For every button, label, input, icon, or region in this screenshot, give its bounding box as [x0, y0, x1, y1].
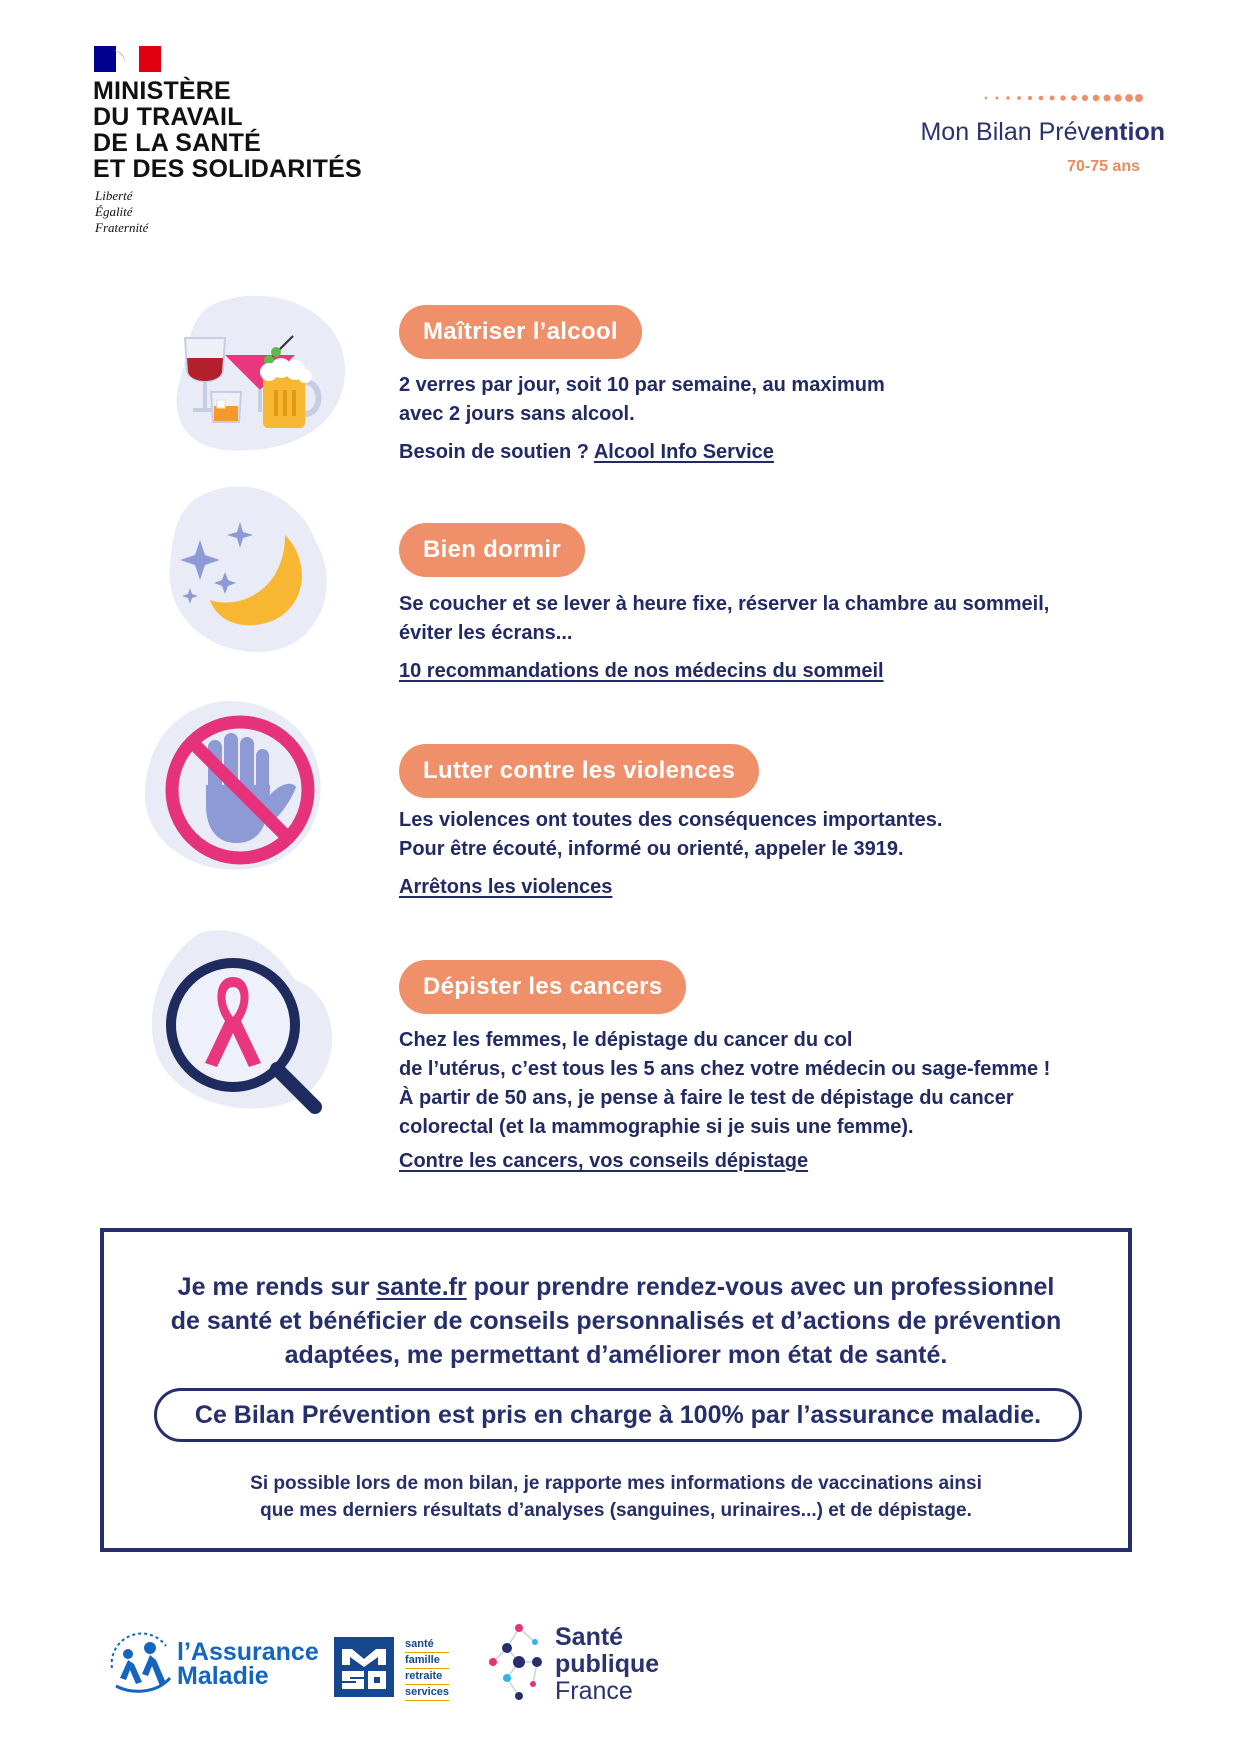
logo-line: l’Assurance: [177, 1638, 319, 1666]
alcohol-drinks-icon: [155, 290, 355, 460]
ministry-line: DE LA SANTÉ: [93, 129, 261, 157]
text-line: 2 verres par jour, soit 10 par semaine, au maximum: [399, 374, 885, 396]
assurance-maladie-emblem-icon: [106, 1628, 176, 1696]
link-prefix: Besoin de soutien ?: [399, 441, 594, 463]
sante-publique-france-logo-text: [555, 1624, 659, 1705]
section-link-row-violences: [399, 873, 612, 902]
logo-line: santé: [405, 1637, 449, 1653]
coverage-badge: Ce Bilan Prévention est pris en charge à 100% par l’assurance maladie.: [154, 1388, 1082, 1442]
info-text: adaptées, me permettant d’améliorer mon état de santé.: [284, 1341, 948, 1369]
note-line: que mes derniers résultats d’analyses (sanguines, urinaires...) et de dépistage.: [260, 1500, 972, 1521]
alcool-info-service-link[interactable]: Alcool Info Service: [593, 441, 774, 463]
text-line: avec 2 jours sans alcool.: [399, 403, 635, 425]
text-line: Les violences ont toutes des conséquences importantes.: [399, 809, 943, 831]
logo-line: famille: [405, 1653, 449, 1669]
logo-line: services: [405, 1685, 449, 1701]
arretons-les-violences-link[interactable]: Arrêtons les violences: [399, 876, 613, 898]
motto-line: Liberté: [95, 188, 133, 203]
section-text-cancers: [399, 1026, 1050, 1142]
section-link-row-alcool: [399, 438, 774, 467]
info-text: pour prendre rendez-vous avec un professionnel: [466, 1273, 1055, 1301]
text-line: Se coucher et se lever à heure fixe, réserver la chambre au sommeil,: [399, 593, 1050, 615]
republic-motto: [95, 188, 148, 236]
info-text: Je me rends sur: [177, 1273, 377, 1301]
assurance-maladie-logo-text: [177, 1640, 319, 1688]
ministry-line: ET DES SOLIDARITÉS: [93, 155, 362, 183]
logo-line: France: [555, 1677, 633, 1705]
program-title-prefix: Mon Bilan Prév: [920, 118, 1090, 146]
section-title-alcool: Maîtriser l’alcool: [399, 305, 642, 359]
section-title-violences: Lutter contre les violences: [399, 744, 759, 798]
ministry-name: [93, 78, 362, 182]
stop-hand-icon: [140, 695, 340, 875]
section-text-alcool: [399, 371, 885, 429]
info-box: [100, 1228, 1132, 1552]
info-box-note: [104, 1470, 1128, 1524]
dotted-line-icon: [983, 93, 1143, 103]
section-link-row-cancers: [399, 1147, 808, 1176]
section-link-row-sommeil: [399, 657, 884, 686]
section-text-violences: [399, 806, 943, 864]
text-line: éviter les écrans...: [399, 622, 573, 644]
msa-logo-text: [405, 1637, 449, 1701]
logo-line: Santé: [555, 1623, 624, 1651]
note-line: Si possible lors de mon bilan, je rapporte mes informations de vaccinations ainsi: [250, 1473, 982, 1494]
section-title-cancers: Dépister les cancers: [399, 960, 686, 1014]
section-title-sommeil: Bien dormir: [399, 523, 585, 577]
motto-line: Fraternité: [95, 220, 149, 235]
sante-fr-link[interactable]: sante.fr: [376, 1273, 467, 1301]
program-title: [920, 118, 1165, 147]
ministry-line: DU TRAVAIL: [93, 103, 243, 131]
motto-line: Égalité: [95, 204, 133, 219]
section-text-sommeil: [399, 590, 1049, 648]
msa-logo-icon: [334, 1637, 394, 1697]
info-text: de santé et bénéficier de conseils personnalisés et d’actions de prévention: [170, 1307, 1062, 1335]
sante-publique-france-network-icon: [485, 1616, 553, 1708]
marianne-flag-logo: [94, 46, 161, 72]
program-age: 70-75 ans: [1067, 158, 1140, 175]
conseils-depistage-link[interactable]: Contre les cancers, vos conseils dépistage: [399, 1150, 809, 1172]
moon-stars-icon: [155, 480, 345, 660]
ministry-line: MINISTÈRE: [93, 77, 231, 105]
logo-line: retraite: [405, 1669, 449, 1685]
sommeil-recommandations-link[interactable]: 10 recommandations de nos médecins du sommeil: [399, 660, 884, 682]
program-title-bold: ention: [1090, 118, 1165, 146]
text-line: Chez les femmes, le dépistage du cancer du col: [399, 1029, 853, 1051]
text-line: de l’utérus, c’est tous les 5 ans chez votre médecin ou sage-femme !: [399, 1058, 1051, 1080]
info-box-main-text: [104, 1270, 1128, 1372]
logo-line: Maladie: [177, 1662, 269, 1690]
text-line: colorectal (et la mammographie si je suis une femme).: [399, 1116, 914, 1138]
text-line: Pour être écouté, informé ou orienté, appeler le 3919.: [399, 838, 904, 860]
text-line: À partir de 50 ans, je pense à faire le test de dépistage du cancer: [399, 1087, 1014, 1109]
magnifier-ribbon-icon: [145, 925, 345, 1115]
logo-line: publique: [555, 1650, 660, 1678]
